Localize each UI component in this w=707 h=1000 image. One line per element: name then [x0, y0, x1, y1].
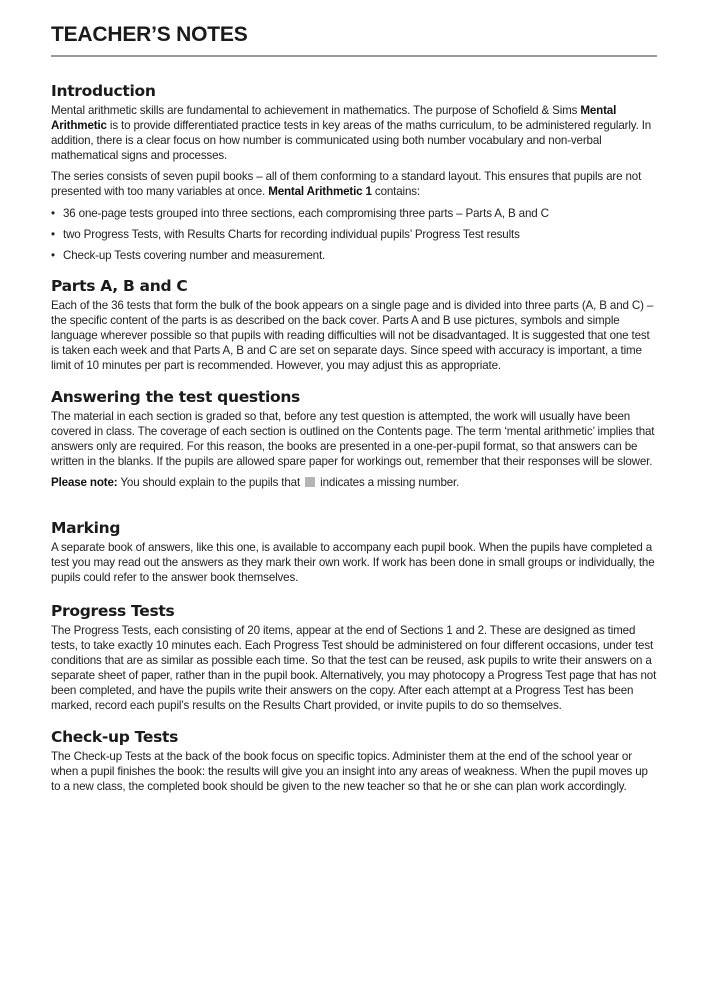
section-body: A separate book of answers, like this one, is available to accompany each pupil book. When the pupils have completed a test you may read out the answers as they mark their own work. If work has been done in small groups or individually, the pupils could refer to the answer book themselves. [51, 541, 655, 585]
bullet-icon: • [51, 206, 55, 220]
section-heading: Check-up Tests [51, 728, 179, 746]
bullet-icon: • [51, 248, 55, 262]
section-progress-tests [51, 602, 657, 714]
page-title: TEACHER’S NOTES [51, 23, 248, 46]
section-heading: Marking [51, 519, 121, 537]
section-introduction [51, 82, 657, 269]
intro-paragraph-2: The series consists of seven pupil books – all of them conforming to a standard layout. This ensures that pupils are not presented with too many variables at once. Mental Arithmetic 1 contains: [51, 170, 642, 199]
list-item: • two Progress Tests, with Results Charts for recording individual pupils’ Progress Test results [51, 227, 520, 241]
section-body: The material in each section is graded so that, before any test question is attempted, the work will usually have been covered in class. The coverage of each section is outlined on the Contents page. The term ‘mental arithmetic’ implies that answers only are required. For this reason, the books are presented in a one-per-pupil format, so that answers can be written in the blanks. If the pupils are allowed spare paper for workings out, remember that their responses will be slower. [51, 410, 655, 469]
note-label: Please note: [51, 476, 118, 490]
section-parts-abc [51, 277, 657, 373]
missing-number-box-icon [305, 477, 315, 487]
contents-list [51, 206, 657, 263]
section-body: The Check-up Tests at the back of the book focus on specific topics. Administer them at the end of the school year or when a pupil finishes the book: the results will give you an insight into any areas of weakness. When the pupil moves up to a new class, the completed book should be given to the new teacher so that he or she can plan work accordingly. [51, 750, 648, 794]
section-heading: Answering the test questions [51, 388, 300, 406]
section-body: The Progress Tests, each consisting of 20 items, appear at the end of Sections 1 and 2. These are designed as timed tests, to take exactly 10 minutes each. Each Progress Test should be administered on four different occasions, under test conditions that are as similar as possible each time. So that the test can be reused, ask pupils to write their answers on a separate sheet of paper, rather than in the pupil book. Alternatively, you may photocopy a Progress Test page that has not been completed, and have the pupils write their answers on the copy. After each attempt at a Progress Test has been marked, record each pupil’s results on the Results Chart provided, or invite pupils to do so themselves. [51, 624, 657, 713]
section-marking [51, 519, 657, 585]
section-heading: Introduction [51, 82, 156, 100]
intro-paragraph-1: Mental arithmetic skills are fundamental to achievement in mathematics. The purpose of Schofield & Sims Mental Arithmetic is to provide differentiated practice tests in key areas of the maths curriculum, to be administered regularly. In addition, there is a clear focus on how number is communicated using both number vocabulary and non-verbal mathematical signs and processes. [51, 104, 652, 163]
list-item: • 36 one-page tests grouped into three sections, each compromising three parts – Parts A, B and C [51, 206, 549, 220]
bullet-icon: • [51, 227, 55, 241]
title-divider [51, 55, 657, 57]
list-item: • Check-up Tests covering number and measurement. [51, 248, 326, 262]
document-page [51, 0, 657, 794]
section-heading: Parts A, B and C [51, 277, 188, 295]
please-note: Please note: You should explain to the pupils that indicates a missing number. [51, 476, 460, 490]
bold-title-mental-arithmetic-1: Mental Arithmetic 1 [268, 185, 372, 199]
section-answering [51, 388, 657, 490]
section-body: Each of the 36 tests that form the bulk of the book appears on a single page and is divided into three parts (A, B and C) – the specific content of the parts is as described on the back cover. Parts A and B use pictures, symbols and simple language wherever possible so that pupils with reading difficulties will not be disadvantaged. It is suggested that one test is taken each week and that Parts A, B and C are set on separate days. Since speed with accuracy is important, a time limit of 10 minutes per part is recommended. However, you may adjust this as appropriate. [51, 299, 654, 373]
section-checkup-tests [51, 728, 657, 794]
section-heading: Progress Tests [51, 602, 175, 620]
bold-title-mental-arithmetic: Mental Arithmetic [51, 104, 617, 133]
